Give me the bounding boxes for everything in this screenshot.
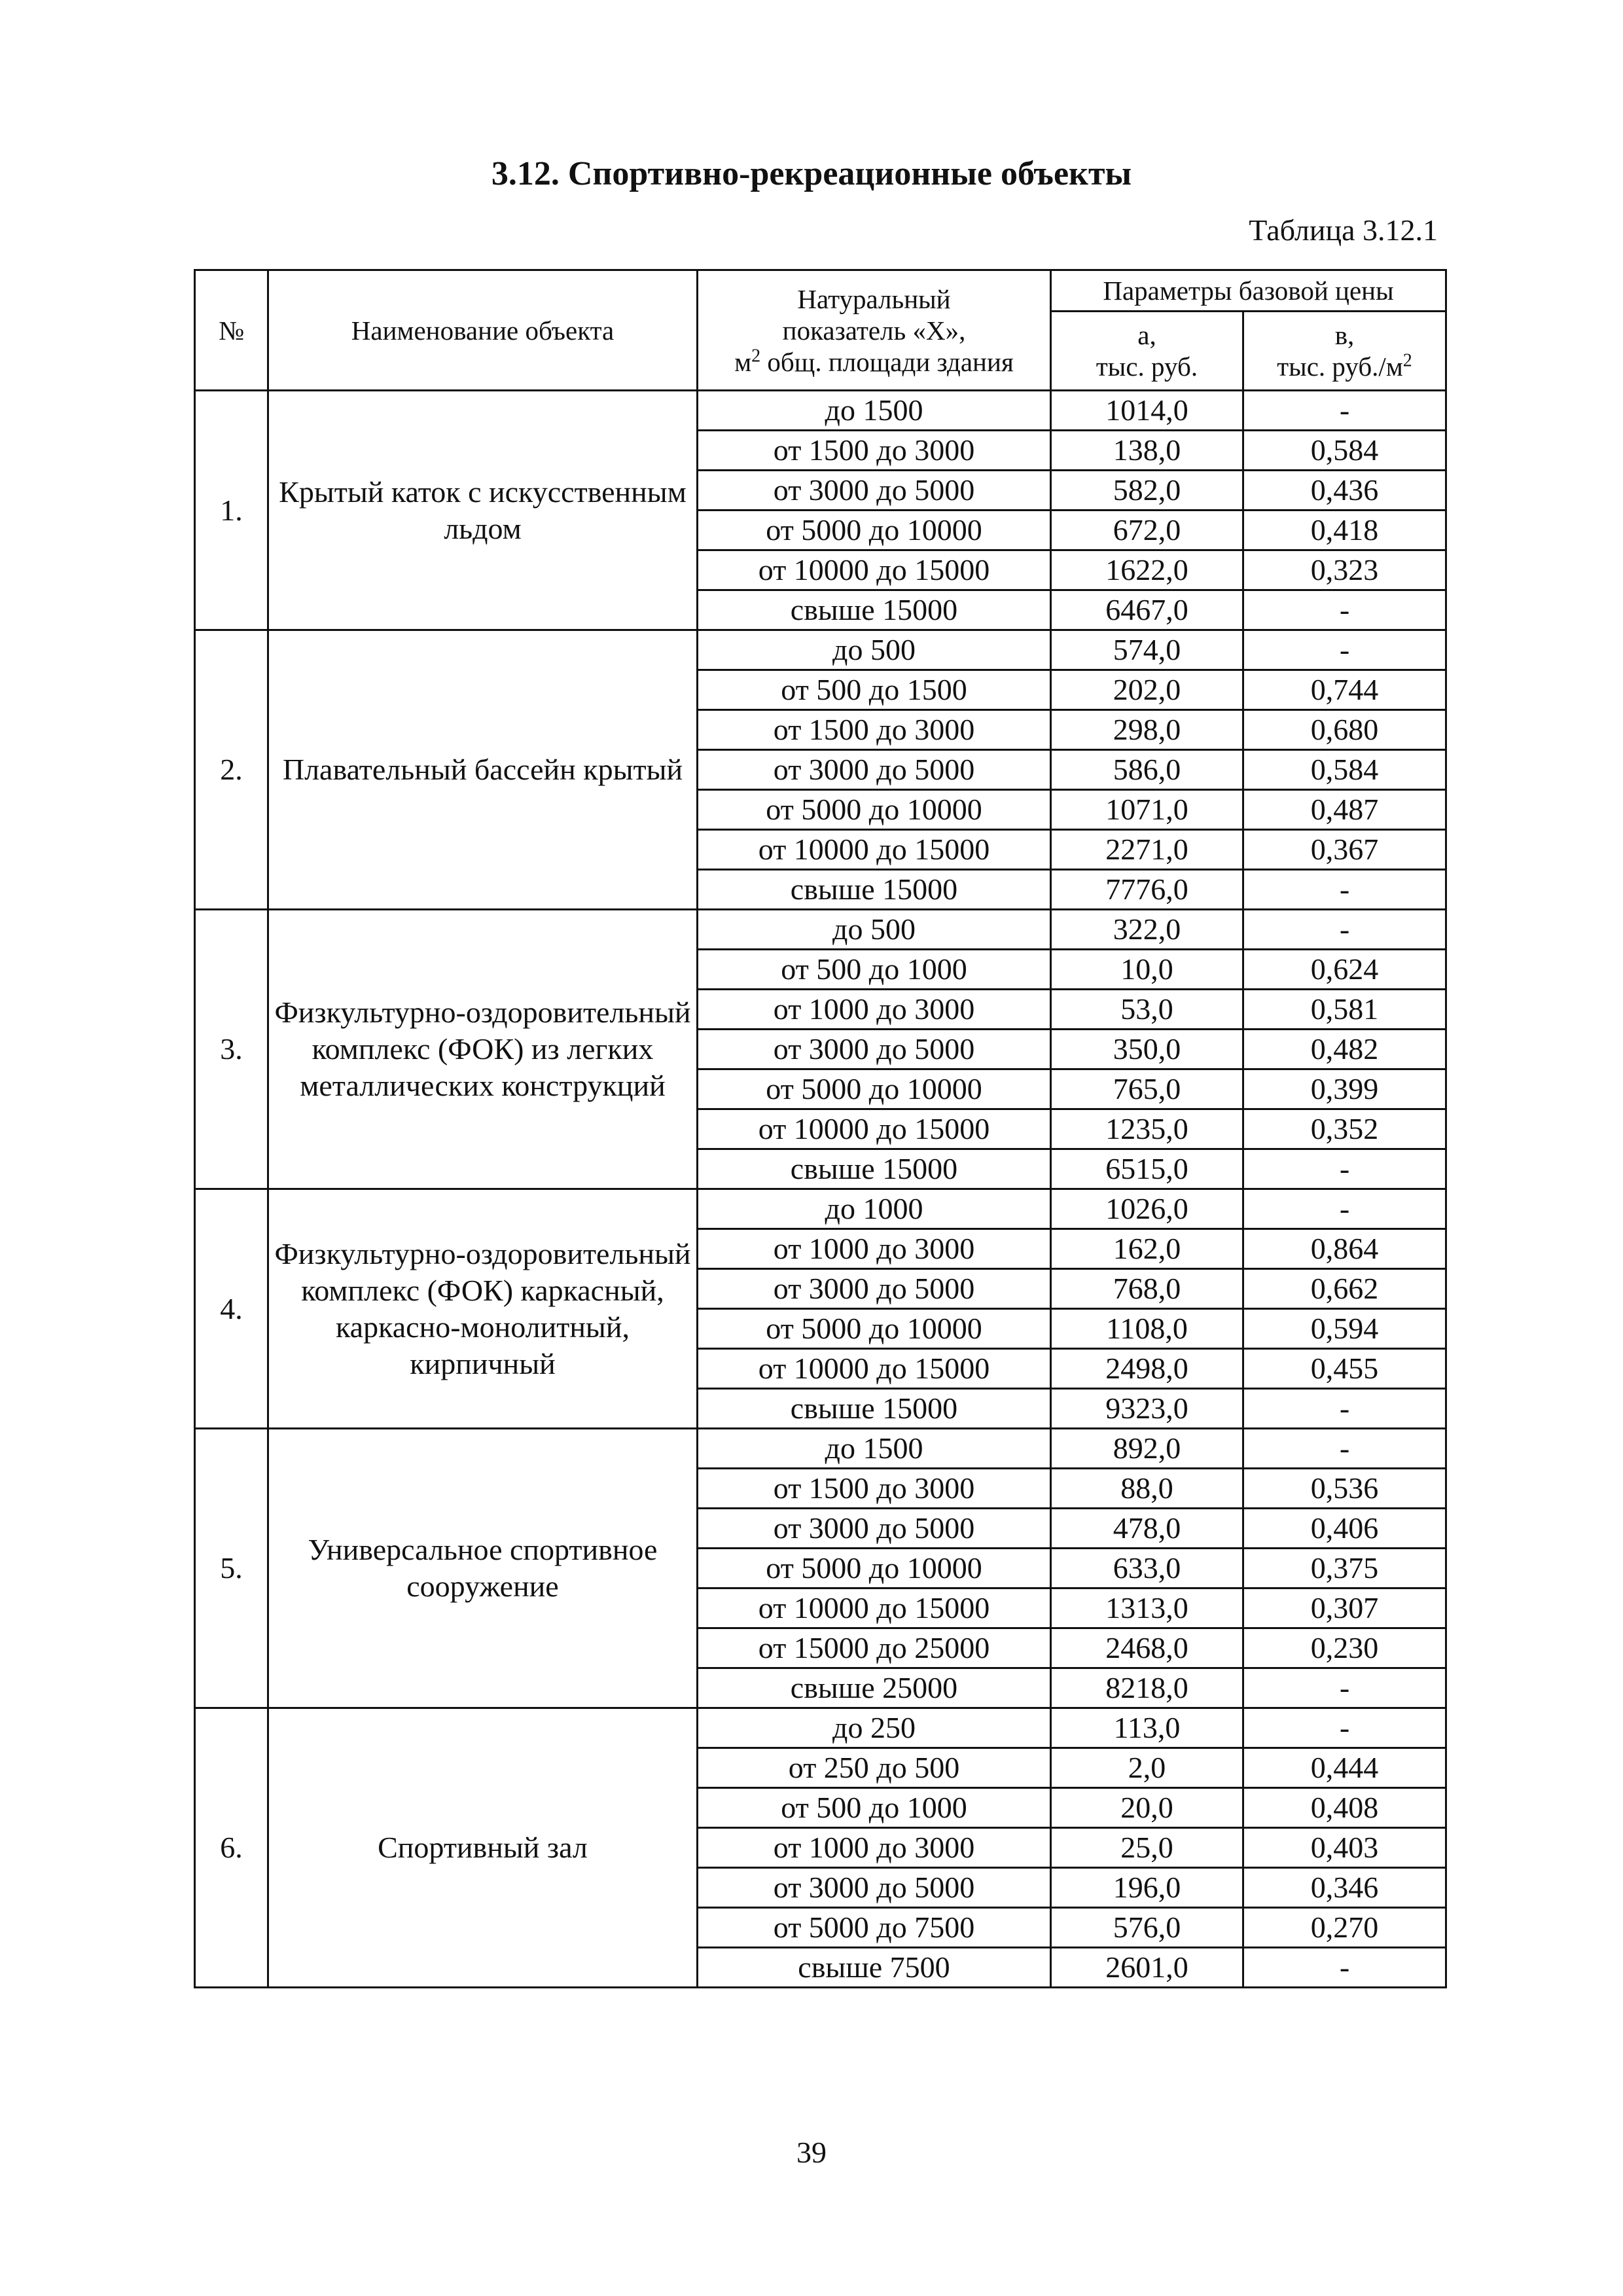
param-b-value: 0,744 xyxy=(1243,670,1446,710)
param-a-value: 1108,0 xyxy=(1051,1309,1243,1349)
table-row xyxy=(195,1708,1446,1748)
indicator-range: свыше 25000 xyxy=(698,1668,1051,1708)
header-name: Наименование объекта xyxy=(268,270,698,391)
indicator-range: от 3000 до 5000 xyxy=(698,1509,1051,1549)
param-a-value: 20,0 xyxy=(1051,1788,1243,1828)
param-b-value: - xyxy=(1243,1668,1446,1708)
param-a-value: 765,0 xyxy=(1051,1069,1243,1109)
header-indicator-sup: 2 xyxy=(751,345,761,366)
param-b-value: 0,662 xyxy=(1243,1269,1446,1309)
param-b-value: - xyxy=(1243,1708,1446,1748)
indicator-range: от 10000 до 15000 xyxy=(698,550,1051,590)
indicator-range: от 250 до 500 xyxy=(698,1748,1051,1788)
param-a-value: 582,0 xyxy=(1051,471,1243,511)
param-a-value: 88,0 xyxy=(1051,1469,1243,1509)
param-a-value: 2,0 xyxy=(1051,1748,1243,1788)
param-b-value: 0,584 xyxy=(1243,750,1446,790)
object-number: 4. xyxy=(195,1189,268,1429)
param-b-value: 0,403 xyxy=(1243,1828,1446,1868)
indicator-range: свыше 15000 xyxy=(698,870,1051,910)
indicator-range: от 5000 до 10000 xyxy=(698,511,1051,550)
param-b-value: 0,680 xyxy=(1243,710,1446,750)
param-a-value: 113,0 xyxy=(1051,1708,1243,1748)
param-b-value: - xyxy=(1243,391,1446,431)
indicator-range: свыше 15000 xyxy=(698,590,1051,630)
object-name: Плавательный бассейн крытый xyxy=(268,630,698,910)
param-a-value: 1313,0 xyxy=(1051,1588,1243,1628)
header-indicator-line2: показатель «Х», xyxy=(782,315,966,346)
param-a-value: 8218,0 xyxy=(1051,1668,1243,1708)
param-b-value: 0,624 xyxy=(1243,950,1446,990)
param-b-value: 0,455 xyxy=(1243,1349,1446,1389)
indicator-range: от 1000 до 3000 xyxy=(698,990,1051,1030)
header-params: Параметры базовой цены xyxy=(1051,270,1446,312)
param-a-value: 9323,0 xyxy=(1051,1389,1243,1429)
indicator-range: от 3000 до 5000 xyxy=(698,1269,1051,1309)
header-a-unit: тыс. руб. xyxy=(1096,351,1198,382)
header-num: № xyxy=(195,270,268,391)
header-b-unit: тыс. руб./м xyxy=(1277,351,1403,382)
param-b-value: 0,375 xyxy=(1243,1549,1446,1588)
param-a-value: 298,0 xyxy=(1051,710,1243,750)
param-b-value: - xyxy=(1243,590,1446,630)
param-a-value: 53,0 xyxy=(1051,990,1243,1030)
param-a-value: 576,0 xyxy=(1051,1908,1243,1948)
param-b-value: - xyxy=(1243,910,1446,950)
header-indicator-line1: Натуральный xyxy=(797,283,951,314)
param-a-value: 1026,0 xyxy=(1051,1189,1243,1229)
param-b-value: - xyxy=(1243,630,1446,670)
object-name: Универсальное спортивное сооружение xyxy=(268,1429,698,1708)
indicator-range: до 1000 xyxy=(698,1189,1051,1229)
indicator-range: от 1000 до 3000 xyxy=(698,1828,1051,1868)
param-b-value: 0,399 xyxy=(1243,1069,1446,1109)
header-b-label: в, xyxy=(1334,320,1355,350)
param-b-value: 0,864 xyxy=(1243,1229,1446,1269)
param-a-value: 892,0 xyxy=(1051,1429,1243,1469)
header-b-sup: 2 xyxy=(1402,350,1412,371)
indicator-range: свыше 15000 xyxy=(698,1389,1051,1429)
header-b-unit-line xyxy=(1244,351,1445,382)
object-number: 3. xyxy=(195,910,268,1189)
indicator-range: до 500 xyxy=(698,630,1051,670)
param-b-value: 0,367 xyxy=(1243,830,1446,870)
param-a-value: 10,0 xyxy=(1051,950,1243,990)
header-indicator-line3 xyxy=(698,346,1050,378)
param-a-value: 2601,0 xyxy=(1051,1948,1243,1988)
header-a-label: а, xyxy=(1137,320,1156,350)
indicator-range: от 1500 до 3000 xyxy=(698,1469,1051,1509)
indicator-range: от 1000 до 3000 xyxy=(698,1229,1051,1269)
param-b-value: - xyxy=(1243,1189,1446,1229)
param-a-value: 478,0 xyxy=(1051,1509,1243,1549)
param-a-value: 162,0 xyxy=(1051,1229,1243,1269)
param-b-value: 0,418 xyxy=(1243,511,1446,550)
header-indicator xyxy=(698,270,1051,391)
param-a-value: 6515,0 xyxy=(1051,1149,1243,1189)
indicator-range: до 1500 xyxy=(698,1429,1051,1469)
param-b-value: - xyxy=(1243,1149,1446,1189)
header-indicator-rest: общ. площади здания xyxy=(760,346,1014,377)
table-row xyxy=(195,910,1446,950)
param-a-value: 1235,0 xyxy=(1051,1109,1243,1149)
header-b xyxy=(1243,312,1446,391)
header-indicator-unit: м xyxy=(734,346,752,377)
param-a-value: 138,0 xyxy=(1051,431,1243,471)
object-name: Физкультурно-оздоровительный комплекс (ФОК) каркасный, каркасно-монолитный, кирпичный xyxy=(268,1189,698,1429)
param-b-value: 0,270 xyxy=(1243,1908,1446,1948)
param-b-value: 0,581 xyxy=(1243,990,1446,1030)
param-a-value: 1014,0 xyxy=(1051,391,1243,431)
param-a-value: 196,0 xyxy=(1051,1868,1243,1908)
indicator-range: от 10000 до 15000 xyxy=(698,1588,1051,1628)
indicator-range: от 5000 до 10000 xyxy=(698,790,1051,830)
indicator-range: от 10000 до 15000 xyxy=(698,830,1051,870)
object-name: Спортивный зал xyxy=(268,1708,698,1988)
object-number: 1. xyxy=(195,391,268,630)
indicator-range: от 3000 до 5000 xyxy=(698,1868,1051,1908)
param-b-value: 0,230 xyxy=(1243,1628,1446,1668)
indicator-range: от 3000 до 5000 xyxy=(698,750,1051,790)
param-b-value: - xyxy=(1243,1429,1446,1469)
indicator-range: от 5000 до 10000 xyxy=(698,1309,1051,1349)
param-b-value: - xyxy=(1243,1948,1446,1988)
indicator-range: свыше 15000 xyxy=(698,1149,1051,1189)
param-b-value: 0,444 xyxy=(1243,1748,1446,1788)
indicator-range: от 15000 до 25000 xyxy=(698,1628,1051,1668)
table-row xyxy=(195,1429,1446,1469)
indicator-range: от 5000 до 7500 xyxy=(698,1908,1051,1948)
param-a-value: 2468,0 xyxy=(1051,1628,1243,1668)
table-row xyxy=(195,391,1446,431)
table-body xyxy=(195,391,1446,1988)
param-a-value: 672,0 xyxy=(1051,511,1243,550)
param-a-value: 1622,0 xyxy=(1051,550,1243,590)
indicator-range: от 500 до 1000 xyxy=(698,950,1051,990)
param-a-value: 25,0 xyxy=(1051,1828,1243,1868)
table-row xyxy=(195,630,1446,670)
param-b-value: 0,408 xyxy=(1243,1788,1446,1828)
indicator-range: от 1500 до 3000 xyxy=(698,710,1051,750)
param-b-value: 0,346 xyxy=(1243,1868,1446,1908)
table-row xyxy=(195,1189,1446,1229)
param-a-value: 633,0 xyxy=(1051,1549,1243,1588)
param-b-value: - xyxy=(1243,1389,1446,1429)
object-number: 2. xyxy=(195,630,268,910)
param-b-value: 0,584 xyxy=(1243,431,1446,471)
param-b-value: 0,482 xyxy=(1243,1030,1446,1069)
param-a-value: 6467,0 xyxy=(1051,590,1243,630)
object-name: Физкультурно-оздоровительный комплекс (ФОК) из легких металлических конструкций xyxy=(268,910,698,1189)
param-b-value: 0,436 xyxy=(1243,471,1446,511)
param-a-value: 202,0 xyxy=(1051,670,1243,710)
param-a-value: 586,0 xyxy=(1051,750,1243,790)
indicator-range: от 500 до 1500 xyxy=(698,670,1051,710)
table-caption: Таблица 3.12.1 xyxy=(1249,213,1438,247)
param-b-value: 0,406 xyxy=(1243,1509,1446,1549)
page-number: 39 xyxy=(796,2136,827,2169)
indicator-range: от 3000 до 5000 xyxy=(698,471,1051,511)
param-b-value: 0,536 xyxy=(1243,1469,1446,1509)
header-a xyxy=(1051,312,1243,391)
indicator-range: до 250 xyxy=(698,1708,1051,1748)
indicator-range: от 10000 до 15000 xyxy=(698,1349,1051,1389)
object-number: 6. xyxy=(195,1708,268,1988)
param-a-value: 2498,0 xyxy=(1051,1349,1243,1389)
indicator-range: от 500 до 1000 xyxy=(698,1788,1051,1828)
param-b-value: 0,594 xyxy=(1243,1309,1446,1349)
indicator-range: от 5000 до 10000 xyxy=(698,1549,1051,1588)
indicator-range: от 5000 до 10000 xyxy=(698,1069,1051,1109)
param-a-value: 2271,0 xyxy=(1051,830,1243,870)
indicator-range: от 1500 до 3000 xyxy=(698,431,1051,471)
indicator-range: до 500 xyxy=(698,910,1051,950)
param-a-value: 322,0 xyxy=(1051,910,1243,950)
param-a-value: 768,0 xyxy=(1051,1269,1243,1309)
param-b-value: 0,323 xyxy=(1243,550,1446,590)
section-title: 3.12. Спортивно-рекреационные объекты xyxy=(491,155,1132,192)
indicator-range: от 10000 до 15000 xyxy=(698,1109,1051,1149)
param-a-value: 1071,0 xyxy=(1051,790,1243,830)
indicator-range: до 1500 xyxy=(698,391,1051,431)
object-number: 5. xyxy=(195,1429,268,1708)
price-table xyxy=(194,269,1447,1988)
indicator-range: свыше 7500 xyxy=(698,1948,1051,1988)
param-b-value: 0,307 xyxy=(1243,1588,1446,1628)
param-b-value: 0,487 xyxy=(1243,790,1446,830)
param-b-value: 0,352 xyxy=(1243,1109,1446,1149)
param-b-value: - xyxy=(1243,870,1446,910)
param-a-value: 7776,0 xyxy=(1051,870,1243,910)
object-name: Крытый каток с искусственным льдом xyxy=(268,391,698,630)
param-a-value: 574,0 xyxy=(1051,630,1243,670)
indicator-range: от 3000 до 5000 xyxy=(698,1030,1051,1069)
param-a-value: 350,0 xyxy=(1051,1030,1243,1069)
